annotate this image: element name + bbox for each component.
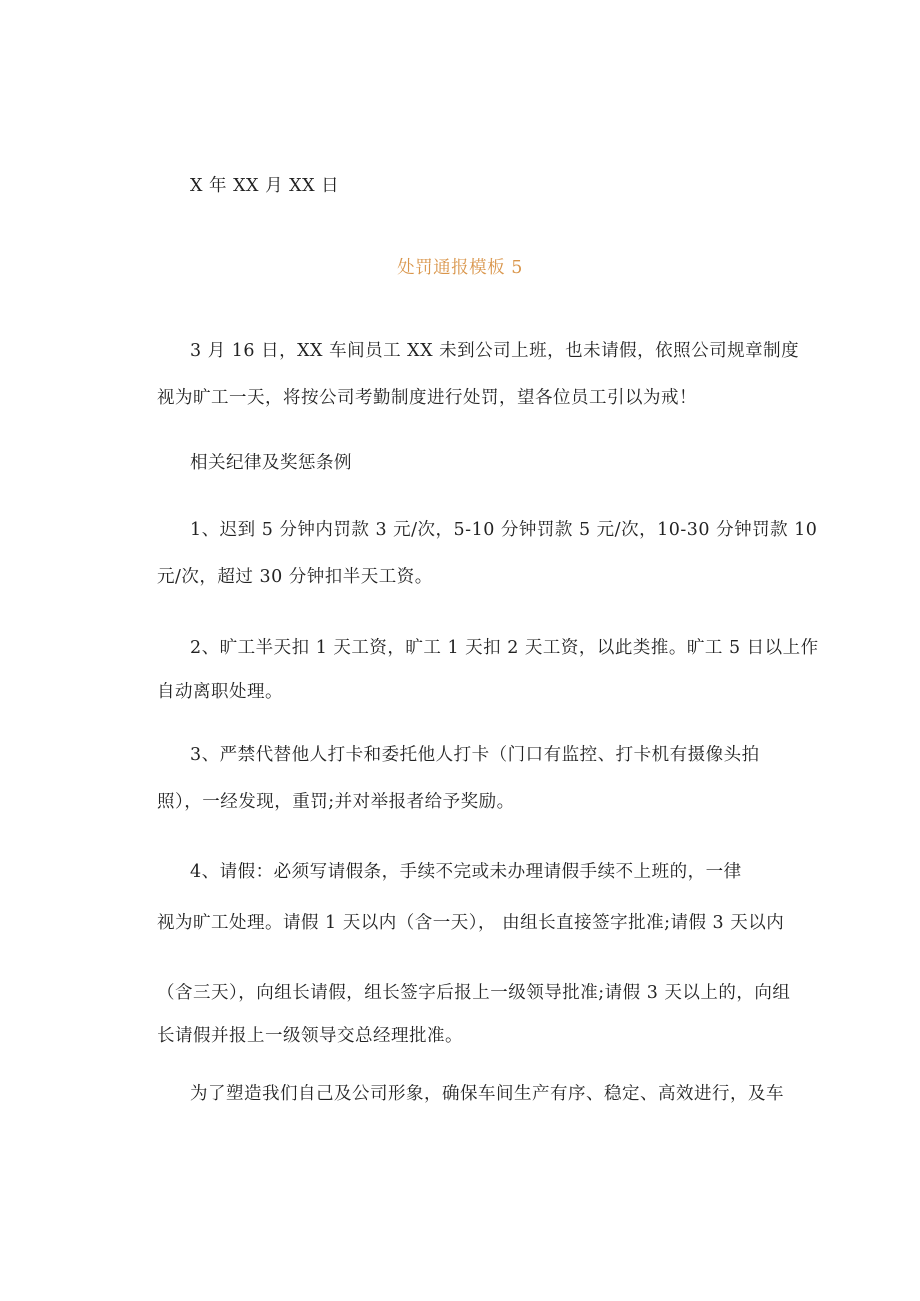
closing-paragraph: 为了塑造我们自己及公司形象，确保车间生产有序、稳定、高效进行，及车 [190, 1084, 784, 1104]
rule-line: 视为旷工处理。请假 1 天以内（含一天）， 由组长直接签字批准;请假 3 天以内 [157, 913, 785, 933]
notice-line: 3 月 16 日，XX 车间员工 XX 未到公司上班，也未请假，依照公司规章制度 [190, 341, 800, 361]
document-title: 处罚通报模板 5 [397, 258, 523, 278]
document-date: X 年 XX 月 XX 日 [190, 176, 340, 196]
rule-line: 自动离职处理。 [157, 682, 283, 702]
rule-line: 长请假并报上一级领导交总经理批准。 [157, 1026, 463, 1046]
rule-line: 2、旷工半天扣 1 天工资，旷工 1 天扣 2 天工资，以此类推。旷工 5 日以上作 [190, 638, 819, 658]
rule-line: 4、请假：必须写请假条，手续不完或未办理请假手续不上班的，一律 [190, 862, 742, 882]
notice-line: 视为旷工一天，将按公司考勤制度进行处罚，望各位员工引以为戒！ [157, 388, 697, 408]
rule-line: 照），一经发现，重罚;并对举报者给予奖励。 [157, 792, 515, 812]
rule-line: 1、迟到 5 分钟内罚款 3 元/次，5-10 分钟罚款 5 元/次，10-30 分钟罚款 10 [190, 520, 818, 540]
rule-line: 元/次，超过 30 分钟扣半天工资。 [157, 567, 433, 587]
rule-line: （含三天），向组长请假，组长签字后报上一级领导批准;请假 3 天以上的，向组 [157, 983, 791, 1003]
section-heading: 相关纪律及奖惩条例 [190, 453, 352, 473]
rule-line: 3、严禁代替他人打卡和委托他人打卡（门口有监控、打卡机有摄像头拍 [190, 745, 760, 765]
